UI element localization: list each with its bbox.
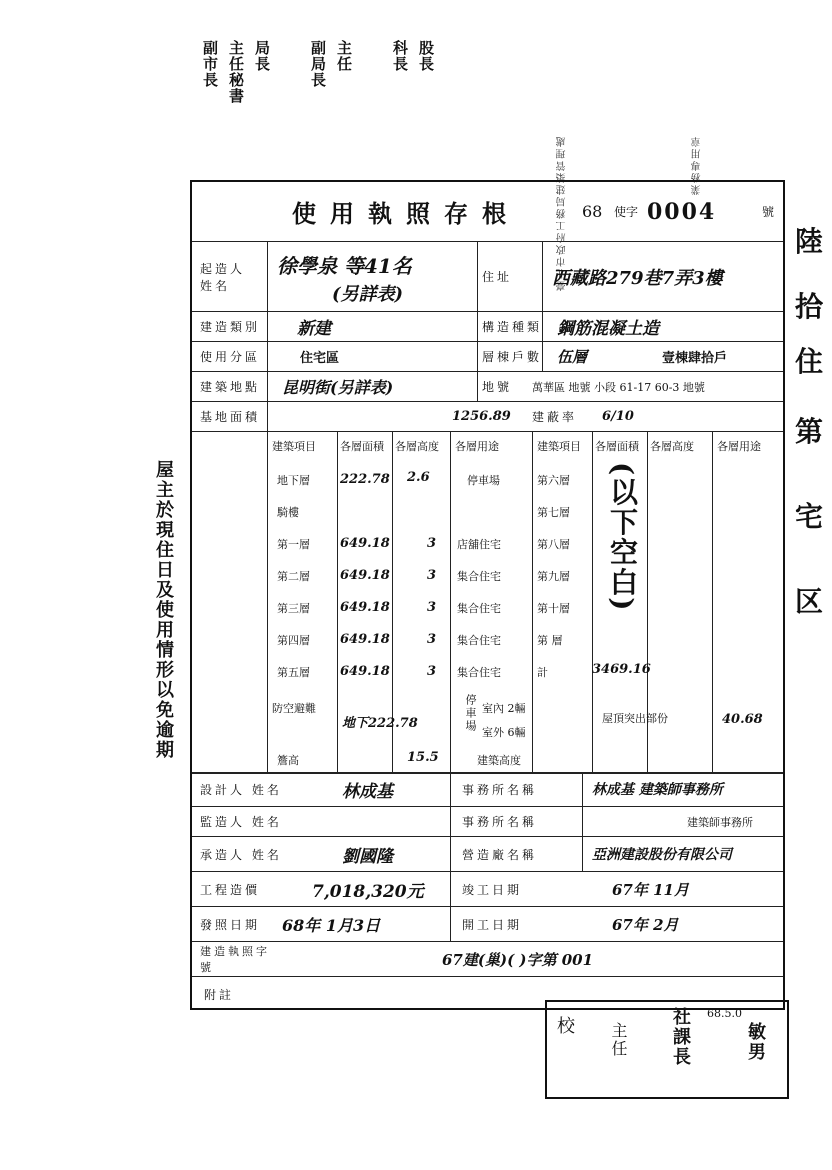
builder-name: 徐學泉 等41名 <box>277 254 412 278</box>
floor-use: 店舖住宅 <box>457 538 501 551</box>
blank-note: (以下空白) <box>606 462 639 613</box>
start-value: 67年 2月 <box>612 915 679 934</box>
form-title: 使用執照存根 <box>292 199 520 228</box>
site-value: 昆明街(另詳表) <box>282 378 394 397</box>
floor-area: 649.18 <box>340 568 390 583</box>
grid-header: 各層用途 <box>717 440 761 453</box>
issue-row <box>192 907 783 942</box>
floors-value: 伍層 <box>557 348 588 366</box>
remark-label: 附註 <box>204 988 235 1002</box>
address-label: 住址 <box>482 270 513 284</box>
site-row <box>192 372 783 402</box>
review-stamp <box>545 1000 789 1099</box>
right-fragment: 宅 <box>795 500 824 533</box>
upper-floor-name: 第九層 <box>537 570 570 583</box>
floor-area: 649.18 <box>340 664 390 679</box>
floor-name: 第二層 <box>277 570 310 583</box>
floor-height: 3 <box>427 536 437 551</box>
stamp-col: 副市長 <box>201 40 219 88</box>
designer-label: 設計人 姓名 <box>200 782 282 797</box>
start-label: 開工日期 <box>462 917 523 932</box>
side-notice-2: 業務專用章 <box>692 135 703 195</box>
total-label: 計 <box>537 666 548 679</box>
units-value: 壹棟肆拾戶 <box>662 351 728 366</box>
roof-label: 屋頂突出部份 <box>602 712 668 725</box>
floor-height: 3 <box>427 664 437 679</box>
factory-value: 亞洲建設股份有限公司 <box>592 847 732 863</box>
total-value: 3469.16 <box>592 662 651 677</box>
coverage-label: 建蔽率 <box>532 410 578 424</box>
zone-row <box>192 342 783 372</box>
shelter-label: 防空避難 <box>272 702 316 715</box>
grid-header: 各層高度 <box>395 440 439 453</box>
contractor-label: 承造人 姓名 <box>200 847 282 862</box>
approval-stamp <box>190 40 440 150</box>
floor-use: 集合住宅 <box>457 570 501 583</box>
base-area-label: 基地面積 <box>200 410 261 424</box>
eave-height-label: 簷高 <box>277 754 299 767</box>
stamp-seal2: 社課長 <box>670 1007 691 1067</box>
builder-row <box>192 242 783 312</box>
floor-name: 第五層 <box>277 666 310 679</box>
shelter-value: 地下222.78 <box>342 716 418 731</box>
title-row <box>192 182 783 242</box>
issue-value: 68年 1月3日 <box>282 915 381 935</box>
right-fragment: 区 <box>795 585 824 618</box>
grid-header: 各層用途 <box>455 440 499 453</box>
stamp-col: 主任秘書 <box>227 40 245 104</box>
parking-label: 停車場 <box>464 694 477 733</box>
right-fragment: 住 <box>795 345 824 378</box>
lot-label: 地號 <box>482 380 513 394</box>
cost-value: 7,018,320元 <box>312 881 424 902</box>
floor-use: 集合住宅 <box>457 602 501 615</box>
upper-floor-name: 第七層 <box>537 506 570 519</box>
stamp-date: 68.5.0 <box>707 1007 742 1020</box>
stamp-col: 科長 <box>391 40 409 72</box>
floor-name: 地下層 <box>277 474 310 487</box>
side-notice-1: 臺北市政府工務局建築管理處 <box>557 135 568 291</box>
license-form <box>190 180 785 1010</box>
floor-use: 集合住宅 <box>457 634 501 647</box>
right-fragment: 第 <box>795 415 824 448</box>
zone-value: 住宅區 <box>300 351 340 366</box>
floor-name: 騎樓 <box>277 506 299 519</box>
parking-in: 室內 2輛 <box>482 702 526 715</box>
office-value: 林成基 建築師事務所 <box>592 782 723 798</box>
stamp-col: 股長 <box>417 40 435 72</box>
contractor-row <box>192 837 783 872</box>
grid-header: 各層高度 <box>650 440 694 453</box>
stamp-col: 副局長 <box>309 40 327 88</box>
bld-height-label: 建築高度 <box>477 754 521 767</box>
floor-area: 649.18 <box>340 536 390 551</box>
cost-label: 工程造價 <box>200 882 261 897</box>
lot-value: 萬華區 地號 小段 61-17 60-3 地號 <box>532 380 705 394</box>
parking-out: 室外 6輛 <box>482 726 526 739</box>
floor-grid <box>192 432 783 772</box>
builder-label: 起造人 姓名 <box>200 261 246 293</box>
base-area-row <box>192 402 783 432</box>
floor-name: 第四層 <box>277 634 310 647</box>
floor-name: 第三層 <box>277 602 310 615</box>
grid-header: 建築項目 <box>272 440 316 453</box>
stamp-school: 校 <box>557 1016 575 1037</box>
office-label: 事務所名稱 <box>462 782 538 797</box>
structure-value: 鋼筋混凝土造 <box>557 319 659 339</box>
left-note: 屋主於現住日及使用情形以免逾期 <box>153 460 174 760</box>
supervisor-office: 建築師事務所 <box>687 815 753 829</box>
floor-area: 649.18 <box>340 600 390 615</box>
floor-height: 3 <box>427 600 437 615</box>
floor-area: 649.18 <box>340 632 390 647</box>
stamp-seal1: 主任 <box>609 1022 628 1058</box>
upper-floor-name: 第六層 <box>537 474 570 487</box>
right-fragment: 拾 <box>795 290 824 323</box>
license-number: 0004 <box>647 198 717 225</box>
upper-floor-name: 第十層 <box>537 602 570 615</box>
supervisor-label: 監造人 姓名 <box>200 815 282 829</box>
floor-height: 2.6 <box>407 470 430 485</box>
roof-value: 40.68 <box>722 712 763 727</box>
type-row <box>192 312 783 342</box>
stamp-col: 局長 <box>253 40 271 72</box>
structure-label: 構造種類 <box>482 320 543 334</box>
floor-use: 停車場 <box>467 474 500 487</box>
supervisor-row <box>192 807 783 837</box>
zone-label: 使用分區 <box>200 350 261 364</box>
upper-floor-name: 第 層 <box>537 634 563 647</box>
supervisor-office-label: 事務所名稱 <box>462 815 538 829</box>
right-fragment: 陸 <box>795 225 824 258</box>
finish-value: 67年 11月 <box>612 880 689 899</box>
eave-height-value: 15.5 <box>407 750 439 765</box>
permit-value: 67建(巢)( )字第 001 <box>442 950 594 969</box>
cost-row <box>192 872 783 907</box>
floor-use: 集合住宅 <box>457 666 501 679</box>
floor-height: 3 <box>427 632 437 647</box>
stamp-col: 主任 <box>335 40 353 72</box>
address-value: 西藏路279巷7弄3樓 <box>552 267 723 289</box>
factory-label: 營造廠名稱 <box>462 847 538 862</box>
number-label: 使字 <box>614 205 639 219</box>
floor-height: 3 <box>427 568 437 583</box>
finish-label: 竣工日期 <box>462 882 523 897</box>
grid-header: 各層面積 <box>595 440 639 453</box>
stamp-seal3: 敏男 <box>745 1022 766 1062</box>
floor-area: 222.78 <box>340 472 390 487</box>
permit-label: 建造執照字號 <box>200 945 270 974</box>
site-label: 建築地點 <box>200 380 261 394</box>
permit-row <box>192 942 783 977</box>
designer-row <box>192 772 783 807</box>
floor-name: 第一層 <box>277 538 310 551</box>
building-type-value: 新建 <box>297 319 331 339</box>
designer-value: 林成基 <box>342 781 393 802</box>
base-area-value: 1256.89 <box>452 409 511 424</box>
contractor-value: 劉國隆 <box>342 846 393 867</box>
building-type-label: 建造類別 <box>200 320 261 334</box>
upper-floor-name: 第八層 <box>537 538 570 551</box>
grid-header: 各層面積 <box>340 440 384 453</box>
coverage-value: 6/10 <box>602 409 634 424</box>
number-suffix: 號 <box>762 205 775 219</box>
number-prefix: 68 <box>582 202 603 221</box>
floors-label: 層棟戶數 <box>482 350 543 364</box>
builder-name-note: (另詳表) <box>332 284 404 305</box>
issue-label: 發照日期 <box>200 917 261 932</box>
grid-header: 建築項目 <box>537 440 581 453</box>
